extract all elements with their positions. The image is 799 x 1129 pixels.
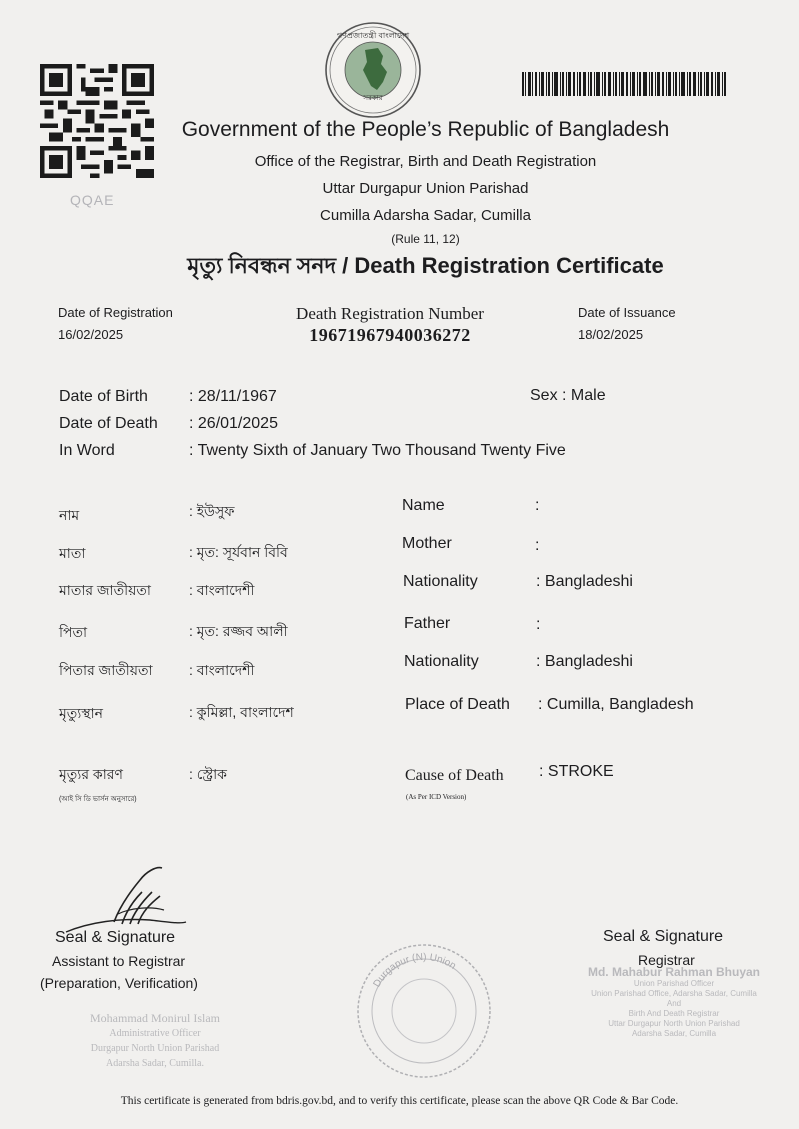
left-stamp [60,1011,250,1071]
left-stamp-line: Adarsha Sadar, Cumilla. [106,1058,204,1069]
registration-number-label: Death Registration Number [296,304,484,323]
registration-date-label: Date of Registration [58,305,173,320]
bn-label-mother-nationality: মাতার জাতীয়তা [59,582,151,598]
seal-top-text: গণপ্রজাতন্ত্রী বাংলাদেশ [336,31,410,40]
en-value-mother-nationality: : Bangladeshi [536,573,633,590]
verification-footer: This certificate is generated from bdris.gov.bd, and to verify this certificate, please scan the above QR Code & Bar Code. [120,1095,679,1107]
district-name: Cumilla Adarsha Sadar, Cumilla [320,207,531,224]
dod-label: Date of Death [59,415,158,432]
union-name: Uttar Durgapur Union Parishad [322,180,529,197]
en-label-place-of-death: Place of Death [405,696,510,713]
in-word-label: In Word [59,442,115,459]
rule-reference: (Rule 11, 12) [391,232,460,246]
office-name: Office of the Registrar, Birth and Death Registration [254,153,597,170]
bn-value-name: : ইউসুফ [189,503,235,519]
union-round-stamp-icon [355,942,493,1080]
right-stamp-line: Md. Mahabur Rahman Bhuyan [587,965,760,979]
dod-value: : 26/01/2025 [189,415,278,432]
bn-value-mother-nationality: : বাংলাদেশী [189,582,255,598]
sex-value: Sex : Male [530,387,606,404]
right-stamp-line: And [666,999,682,1008]
en-value-mother: : [535,537,540,554]
barcode [522,72,726,96]
in-word-value: : Twenty Sixth of January Two Thousand Twenty Five [189,442,566,459]
en-value-father-nationality: : Bangladeshi [536,653,633,670]
right-stamp-line: Union Parishad Office, Adarsha Sadar, Cumilla [591,989,757,998]
left-stamp-line: Durgapur North Union Parishad [90,1043,220,1054]
bn-value-father: : মৃত: রজ্জব আলী [189,623,288,639]
right-stamp-line: Adarsha Sadar, Cumilla [631,1029,717,1038]
right-stamp [574,965,774,1039]
registration-date: 16/02/2025 [58,327,124,342]
en-label-mother: Mother [402,535,452,552]
left-signer-role: Assistant to Registrar [52,953,186,969]
right-seal-signature-title: Seal & Signature [603,928,724,945]
bn-cause-note: (আই সি ডি ভার্সন অনুসারে) [59,796,137,803]
bn-value-cause: : স্ট্রোক [189,766,227,782]
issuance-date: 18/02/2025 [578,327,644,342]
bn-label-place-of-death: মৃত্যুস্থান [59,705,104,721]
en-value-cause: : STROKE [539,763,614,780]
svg-text:Durgapur (N) Union [372,952,458,989]
qr-caption: QQAE [70,192,115,208]
seal-bottom-text: সরকার [363,95,383,102]
right-stamp-line: Birth And Death Registrar [628,1009,720,1018]
certificate-title: মৃত্যু নিবন্ধন সনদ / Death Registration Certificate [187,253,664,278]
left-seal-signature-title: Seal & Signature [55,929,176,946]
bn-label-father-nationality: পিতার জাতীয়তা [59,662,153,678]
bn-label-mother: মাতা [59,545,86,561]
en-value-father: : [536,616,541,633]
bn-value-place-of-death: : কুমিল্লা, বাংলাদেশ [189,704,294,720]
government-title: Government of the People’s Republic of Bangladesh [181,118,670,141]
left-signer-sub: (Preparation, Verification) [40,975,198,991]
issuance-date-label: Date of Issuance [578,305,676,320]
bn-value-mother: : মৃত: সূর্যবান বিবি [189,544,288,560]
en-value-name: : [535,497,540,514]
bn-label-name: নাম [59,507,80,523]
left-stamp-line: Administrative Officer [109,1028,201,1039]
en-value-place-of-death: : Cumilla, Bangladesh [538,696,694,713]
dob-label: Date of Birth [59,388,148,405]
en-label-cause: Cause of Death [405,767,504,784]
en-label-father: Father [404,615,451,632]
center-stamp-text: Durgapur (N) Union [371,951,458,990]
en-cause-note: (As Per ICD Version) [406,793,467,801]
bn-label-cause: মৃত্যুর কারণ [59,766,123,782]
en-label-name: Name [402,497,445,514]
right-stamp-line: Union Parishad Officer [633,979,715,988]
right-stamp-line: Uttar Durgapur North Union Parishad [608,1019,740,1028]
left-stamp-line: Mohammad Monirul Islam [90,1011,220,1025]
en-label-mother-nationality: Nationality [403,573,478,590]
en-label-father-nationality: Nationality [404,653,479,670]
bn-label-father: পিতা [59,624,88,640]
right-signer-role: Registrar [638,952,695,968]
dob-value: : 28/11/1967 [189,388,277,405]
registration-number: 19671967940036272 [309,325,471,345]
bn-value-father-nationality: : বাংলাদেশী [189,662,255,678]
